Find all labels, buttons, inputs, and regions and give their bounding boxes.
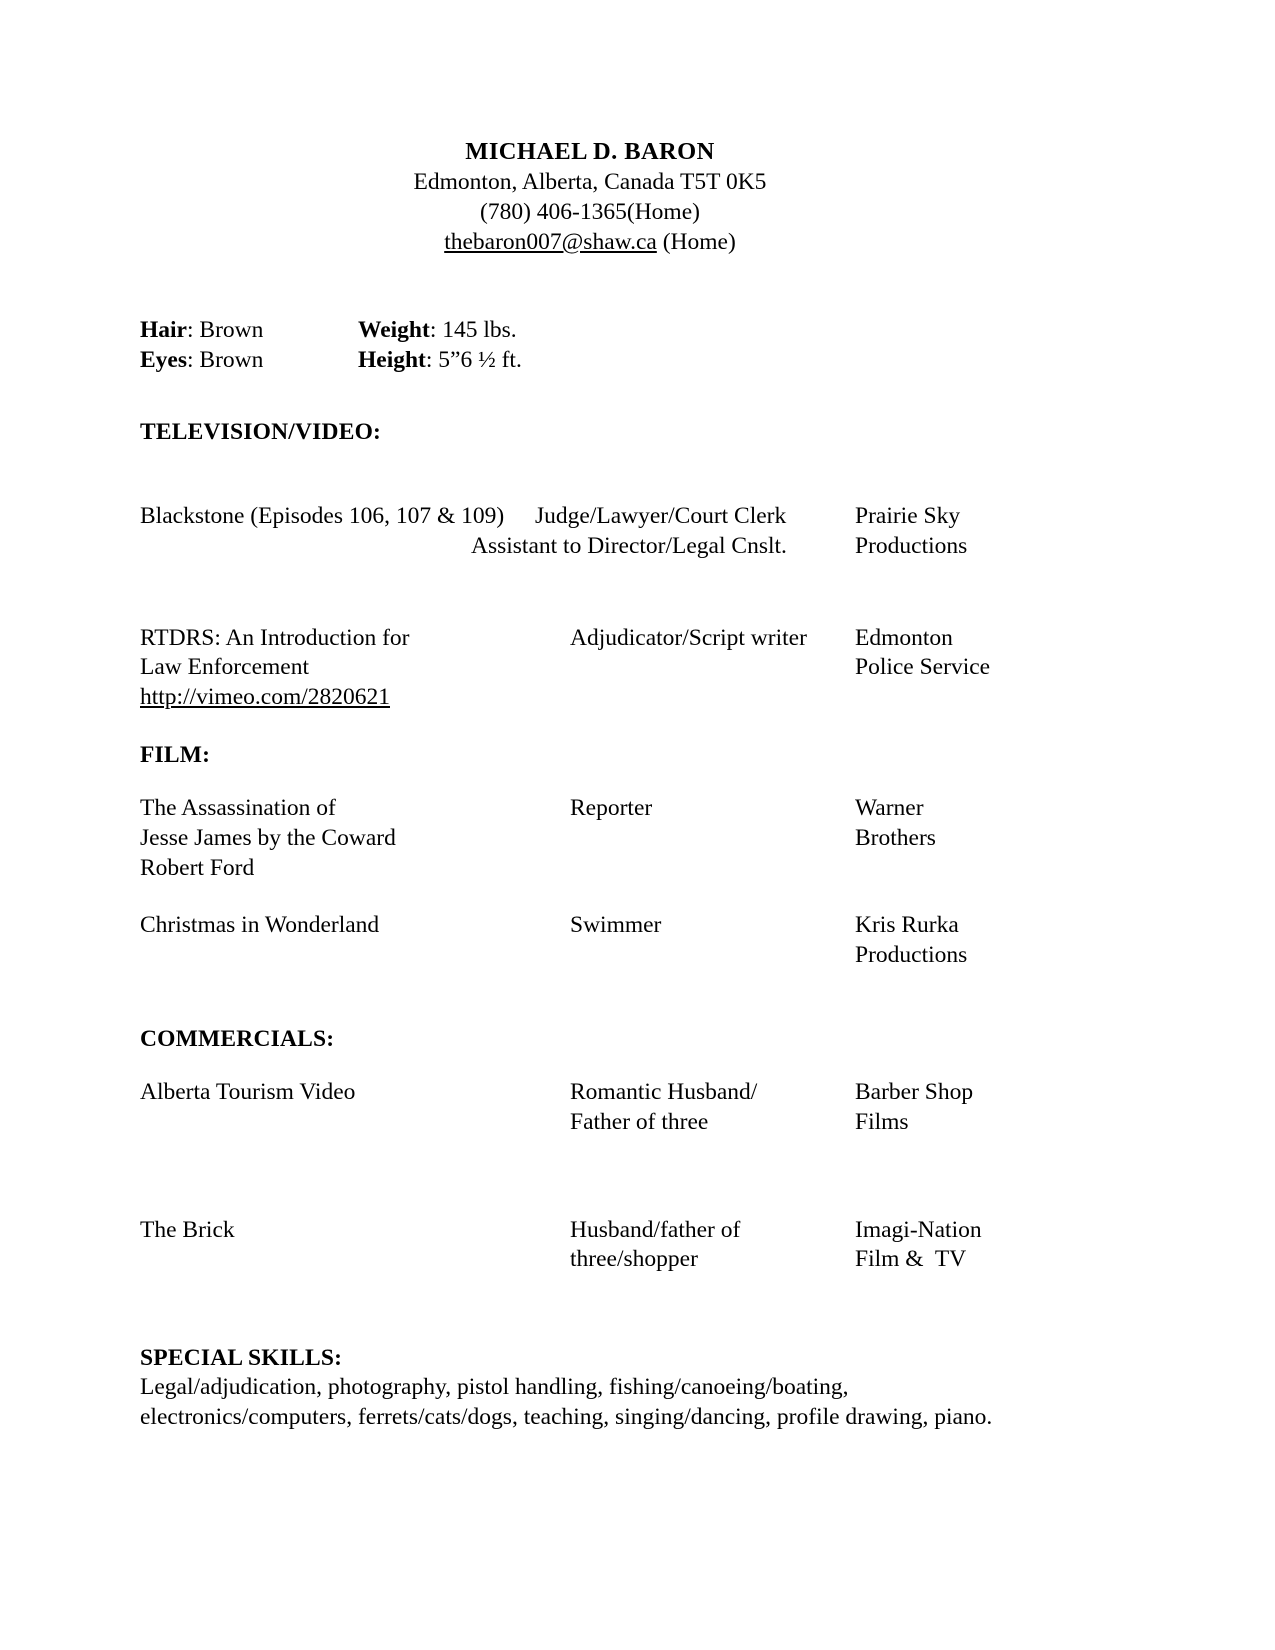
height-value: : 5”6 ½ ft. <box>425 347 522 374</box>
credit-production-house-line: Kris Rurka <box>855 912 959 939</box>
credit-row <box>140 1078 1040 1137</box>
credit-title-line: Blackstone (Episodes 106, 107 & 109) <box>140 503 505 530</box>
credit-role <box>471 502 855 561</box>
height-stat <box>358 345 758 375</box>
credit-production-house-line: Barber Shop <box>855 1079 974 1106</box>
credit-title-line: Jesse James by the Coward <box>140 824 396 851</box>
credit-role <box>570 1078 855 1137</box>
credit-role-line: Assistant to Director/Legal Cnslt. <box>471 532 787 559</box>
credit-title-line: RTDRS: An Introduction for <box>140 624 410 651</box>
hair-value: : Brown <box>187 317 264 344</box>
credit-production-house-line: Edmonton <box>855 624 953 651</box>
credit-role-line: Adjudicator/Script writer <box>570 624 807 651</box>
skills-line: electronics/computers, ferrets/cats/dogs, teaching, singing/dancing, profile drawing, piano. <box>140 1403 993 1430</box>
eyes-value: : Brown <box>187 347 264 374</box>
skills-line: Legal/adjudication, photography, pistol handling, fishing/canoeing/boating, <box>140 1373 849 1400</box>
credit-production-house <box>855 1078 1040 1137</box>
credit-production-house <box>855 624 1040 683</box>
credit-title-line: Law Enforcement <box>140 654 309 681</box>
credit-production-house-line: Imagi-Nation <box>855 1216 982 1243</box>
credit-title <box>140 1078 570 1108</box>
credit-role-line: Reporter <box>570 795 653 822</box>
weight-stat <box>358 315 758 345</box>
credit-production-house-line: Film & TV <box>855 1246 967 1273</box>
height-label: Height <box>358 347 426 374</box>
credit-production-house-line: Productions <box>855 941 968 968</box>
section-heading-special-skills: SPECIAL SKILLS: <box>140 1344 343 1371</box>
credit-role <box>570 624 855 654</box>
credit-row <box>140 794 1040 883</box>
credit-production-house <box>855 1216 1040 1275</box>
credit-title <box>140 1216 570 1246</box>
credit-row <box>140 1216 1040 1275</box>
credit-role <box>570 911 855 941</box>
credit-production-house <box>855 794 1040 853</box>
credit-row <box>140 502 1040 561</box>
page-title: MICHAEL D. BARON <box>465 138 715 165</box>
credit-role-line: Romantic Husband/ <box>570 1079 758 1106</box>
section-film <box>140 742 1040 970</box>
credit-production-house-line: Police Service <box>855 654 991 681</box>
credit-production-house-line: Films <box>855 1109 909 1135</box>
credit-title <box>140 624 570 713</box>
eyes-stat <box>140 345 358 375</box>
credit-row <box>140 624 1040 713</box>
credit-role-line: Swimmer <box>570 912 662 939</box>
credit-role-line: Judge/Lawyer/Court Clerk <box>535 503 787 530</box>
credit-role-line: three/shopper <box>570 1246 698 1273</box>
section-television <box>140 419 1040 712</box>
email-link[interactable]: thebaron007@shaw.ca <box>444 229 657 256</box>
credit-role-line: Father of three <box>570 1109 709 1135</box>
credit-production-house-line: Productions <box>855 532 968 559</box>
weight-value: : 145 lbs. <box>429 317 517 344</box>
credit-title-line: Alberta Tourism Video <box>140 1079 356 1106</box>
credit-role-line: Husband/father of <box>570 1216 741 1243</box>
credit-url-link[interactable]: http://vimeo.com/2820621 <box>140 683 390 710</box>
phone-line: (780) 406-1365(Home) <box>480 198 700 225</box>
credit-production-house <box>855 502 1040 561</box>
physical-stats <box>140 315 1040 375</box>
credit-title <box>140 911 570 941</box>
credit-production-house <box>855 911 1040 970</box>
address-line: Edmonton, Alberta, Canada T5T 0K5 <box>413 168 767 195</box>
section-heading-television: TELEVISION/VIDEO: <box>140 419 382 446</box>
section-heading-commercials: COMMERCIALS: <box>140 1026 335 1053</box>
section-commercials <box>140 1026 1040 1274</box>
resume-sheet <box>140 0 1040 1432</box>
hair-stat <box>140 315 358 345</box>
eyes-label: Eyes <box>140 347 187 374</box>
stats-row <box>140 345 1040 375</box>
credit-production-house-line: Warner <box>855 795 924 822</box>
credit-production-house-line: Brothers <box>855 824 936 851</box>
credit-title-line: The Assassination of <box>140 795 336 822</box>
credit-role <box>570 794 855 824</box>
special-skills-body <box>140 1372 1040 1432</box>
credits-television <box>140 502 1040 712</box>
hair-label: Hair <box>140 317 187 344</box>
credit-title-line: Christmas in Wonderland <box>140 912 380 939</box>
credit-role <box>570 1216 855 1275</box>
section-heading-film: FILM: <box>140 742 211 769</box>
credits-film <box>140 794 1040 970</box>
credit-title-line: The Brick <box>140 1216 235 1243</box>
weight-label: Weight <box>358 317 430 344</box>
stats-row <box>140 315 1040 345</box>
credit-production-house-line: Prairie Sky <box>855 503 961 530</box>
email-suffix: (Home) <box>656 229 736 256</box>
credit-title <box>140 794 570 883</box>
credits-commercials <box>140 1078 1040 1274</box>
credit-row <box>140 911 1040 970</box>
credit-title <box>140 502 570 532</box>
email-line <box>210 227 970 257</box>
resume-header <box>210 138 970 257</box>
credit-title-line: Robert Ford <box>140 854 255 881</box>
section-special-skills <box>140 1345 1040 1432</box>
